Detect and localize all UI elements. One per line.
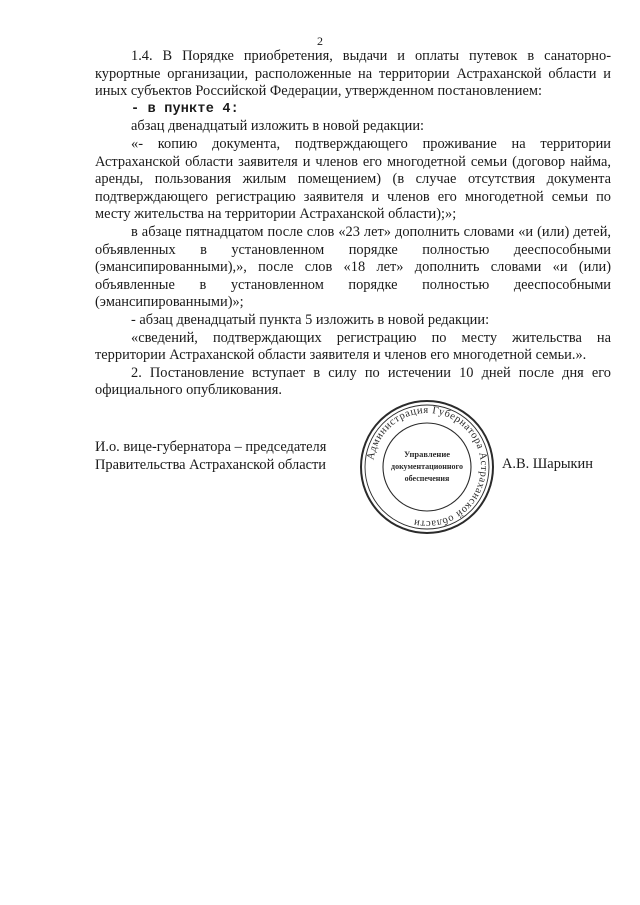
paragraph-document-copy: «- копию документа, подтверждающего проживание на территории Астраханской области заявителя и членов его многодетной семьи (договор найма, аренды, пользования жилым помещением) (в случае отсутствия документа подтверждающего регистрацию заявителя и членов его многодетной семьи по месту жительства на территории Астраханской области);»; (95, 135, 611, 223)
stamp-ring-text: Администрация Губернатора Астраханской области (365, 404, 490, 530)
paragraph-registration: «сведений, подтверждающих регистрацию по месту жительства на территории Астраханской области заявителя и членов его многодетной семьи.». (95, 329, 611, 364)
paragraph-abzac-12: абзац двенадцатый изложить в новой редакции: (131, 118, 425, 135)
signer-title-line-1: И.о. вице-губернатора – председателя (95, 439, 327, 455)
stamp-center-line-1: Управление (403, 449, 451, 459)
paragraph-1-4: 1.4. В Порядке приобретения, выдачи и оплаты путевок в санаторно-курортные организации, расположенные на территории Астраханской области и иных субъектов Российской Федерации, утвержденном постановлением: (95, 48, 611, 100)
stamp-center-line-3: обеспечения (404, 474, 450, 483)
signer-title (95, 438, 326, 474)
paragraph-effective-date: 2. Постановление вступает в силу по истечении 10 дней после дня его официального опубликования. (95, 364, 611, 399)
paragraph-abzac-15: в абзаце пятнадцатом после слов «23 лет» дополнить словами «и (или) детей, объявленных в установленном порядке полностью дееспособными (эмансипированными),», после слов «18 лет» дополнить словами «и (или) объявленные в установленном порядке полностью дееспособными (эмансипированными)»; (95, 223, 611, 311)
stamp-center-line-2: документационного (391, 462, 463, 471)
paragraph-item-4: - в пункте 4: (131, 101, 239, 117)
document-body (95, 48, 611, 400)
signer-name: А.В. Шарыкин (502, 456, 593, 472)
stamp-seal-graphic (357, 397, 497, 537)
page-number: 2 (317, 34, 323, 48)
signer-title-line-2: Правительства Астраханской области (95, 457, 326, 473)
paragraph-item-5: - абзац двенадцатый пункта 5 изложить в новой редакции: (131, 311, 490, 328)
official-stamp (357, 397, 497, 537)
